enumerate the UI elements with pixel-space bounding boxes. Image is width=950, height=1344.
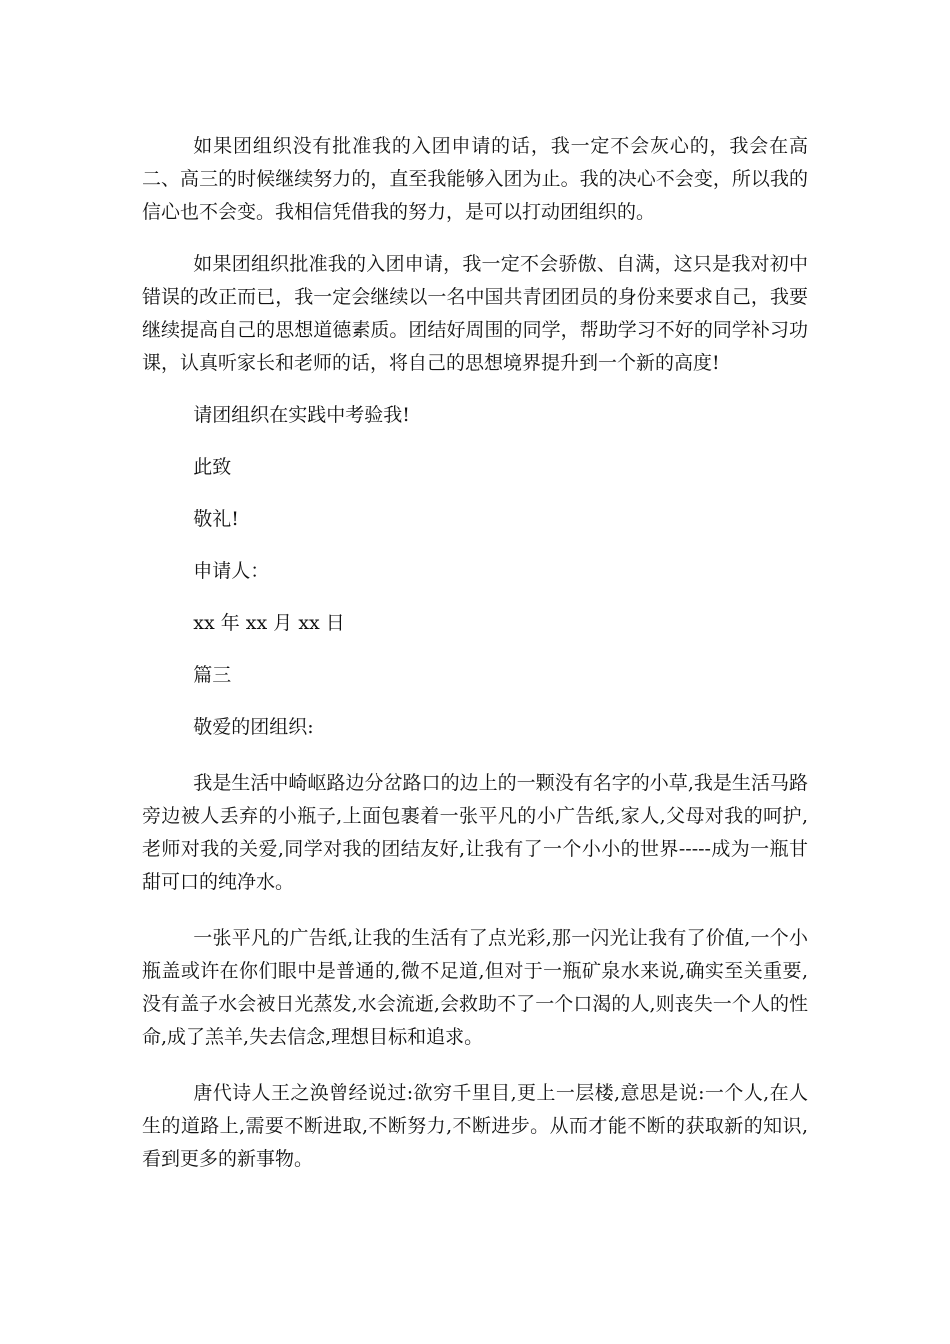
paragraph-approval-commitment: 如果团组织批准我的入团申请，我一定不会骄傲、自满，这只是我对初中错误的改正而已，我一定会继续以一名中国共青团团员的身份来要求自己，我要继续提高自己的思想道德素质。团结好周围的同学，帮助学习不好的同学补习功课，认真听家长和老师的话，将自己的思想境界提升到一个新的高度! [142,253,808,374]
closing-regards: 敬礼! [193,508,239,530]
paragraph-ad-paper: 一张平凡的广告纸,让我的生活有了点光彩,那一闪光让我有了价值,一个小瓶盖或许在你们眼中是普通的,微不足道,但对于一瓶矿泉水来说,确实至关重要,没有盖子水会被日光蒸发,水会流逝,会救助不了一个口渴的人,则丧失一个人的性命,成了羔羊,失去信念,理想目标和追求。 [142,927,808,1048]
paragraph-poet-quote: 唐代诗人王之涣曾经说过:欲穷千里目,更上一层楼,意思是说:一个人,在人生的道路上,需要不断进取,不断努力,不断进步。从而才能不断的获取新的知识,看到更多的新事物。 [142,1082,808,1170]
section-heading: 篇三 [193,664,232,686]
letter-greeting: 敬爱的团组织: [193,716,314,738]
closing-salutation: 此致 [193,456,232,478]
paragraph-rejection-resolve: 如果团组织没有批准我的入团申请的话，我一定不会灰心的，我会在高二、高三的时候继续努力的，直至我能够入团为止。我的决心不会变，所以我的信心也不会变。我相信凭借我的努力，是可以打动团组织的。 [142,135,808,223]
paragraph-little-grass: 我是生活中崎岖路边分岔路口的边上的一颗没有名字的小草,我是生活马路旁边被人丢弃的小瓶子,上面包裹着一张平凡的小广告纸,家人,父母对我的呵护,老师对我的关爱,同学对我的团结友好,让我有了一个小小的世界-----成为一瓶甘甜可口的纯净水。 [142,772,808,893]
paragraph-request-test: 请团组织在实践中考验我! [193,404,410,426]
application-date: xx 年 xx 月 xx 日 [193,612,345,634]
applicant-signature-label: 申请人： [193,560,270,582]
document-body [142,130,808,1199]
